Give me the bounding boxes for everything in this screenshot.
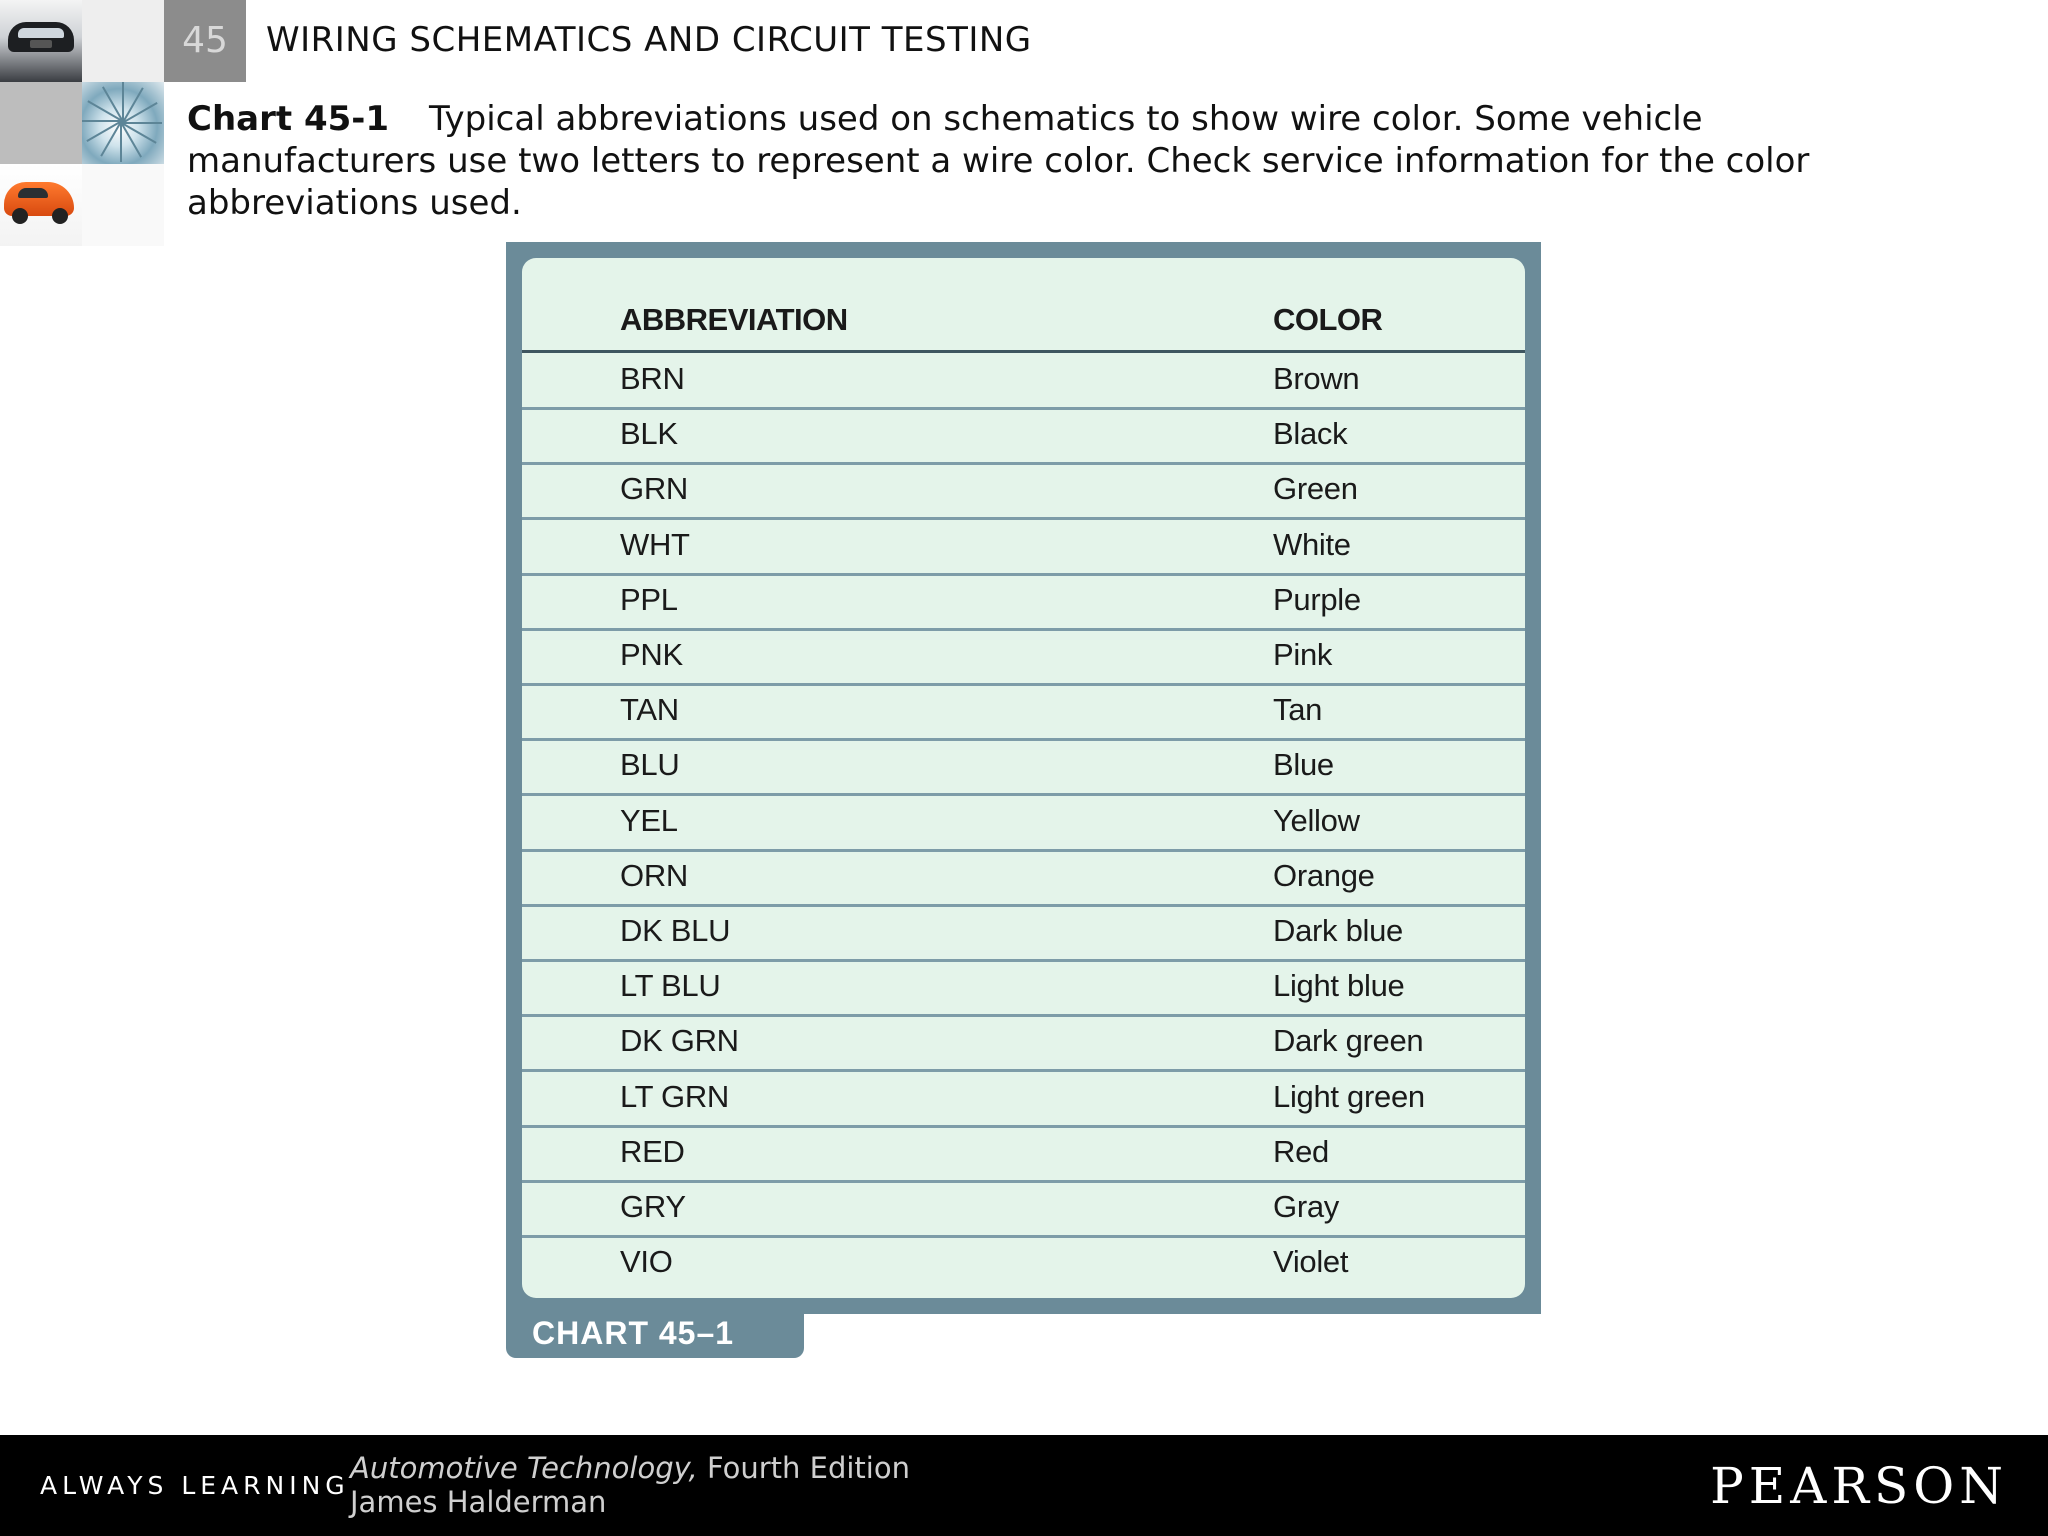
color-cell: Yellow (1273, 802, 1360, 838)
sports-car-photo-tile (0, 164, 82, 246)
color-cell: Violet (1273, 1244, 1349, 1280)
table-row (522, 797, 1525, 852)
abbreviation-cell: BLU (620, 747, 680, 783)
color-cell: Green (1273, 471, 1358, 507)
chapter-title: WIRING SCHEMATICS AND CIRCUIT TESTING (266, 20, 1032, 60)
caption-text: Typical abbreviations used on schematics to show wire color. Some vehicle manufacturers use two letters to represent a wire color. Check service information for the color abbreviations used. (187, 99, 1810, 223)
abbreviation-cell: YEL (620, 802, 678, 838)
table-row (522, 1073, 1525, 1128)
table-row (522, 852, 1525, 907)
table-row (522, 355, 1525, 410)
book-title: Automotive Technology, (350, 1451, 698, 1485)
color-cell: Black (1273, 416, 1348, 452)
table-row (522, 1183, 1525, 1238)
column-header-color: COLOR (1273, 302, 1383, 337)
tagline: ALWAYS LEARNING (40, 1471, 350, 1500)
abbreviation-cell: VIO (620, 1244, 673, 1280)
table-row (522, 1238, 1525, 1293)
abbreviation-cell: LT GRN (620, 1078, 730, 1114)
color-cell: Orange (1273, 857, 1375, 893)
color-cell: Red (1273, 1133, 1329, 1169)
abbreviation-cell: PNK (620, 637, 683, 672)
table-row (522, 962, 1525, 1017)
color-cell: White (1273, 526, 1351, 562)
abbreviation-cell: BLK (620, 416, 678, 452)
turbine-photo-tile (82, 82, 164, 164)
table-row (522, 465, 1525, 520)
wire-color-chart (506, 242, 1541, 1314)
abbreviation-cell: BRN (620, 361, 685, 396)
abbreviation-cell: GRN (620, 471, 688, 507)
table-row (522, 576, 1525, 631)
color-cell: Purple (1273, 581, 1361, 617)
caption-label: Chart 45-1 (187, 99, 390, 139)
table-row (522, 521, 1525, 576)
abbreviation-cell: ORN (620, 857, 688, 893)
abbreviation-cell: RED (620, 1133, 685, 1169)
abbreviation-cell: TAN (620, 692, 679, 728)
table-row (522, 1017, 1525, 1072)
footer-bar (0, 1435, 2048, 1536)
table-row (522, 1128, 1525, 1183)
abbreviation-cell: DK BLU (620, 913, 731, 948)
abbreviation-cell: GRY (620, 1189, 686, 1224)
chapter-number: 45 (164, 0, 246, 82)
color-cell: Pink (1273, 637, 1333, 672)
table-row (522, 741, 1525, 796)
book-credit (350, 1451, 910, 1519)
header-rule (522, 350, 1525, 353)
table-row (522, 410, 1525, 465)
chart-panel (522, 258, 1525, 1298)
color-cell: Gray (1273, 1189, 1339, 1224)
color-cell: Light green (1273, 1078, 1425, 1114)
chart-caption (187, 98, 1867, 224)
column-header-abbreviation: ABBREVIATION (620, 302, 848, 337)
abbreviation-cell: WHT (620, 526, 690, 562)
color-cell: Brown (1273, 361, 1360, 396)
color-cell: Dark green (1273, 1023, 1424, 1059)
color-cell: Blue (1273, 747, 1334, 783)
abbreviation-cell: LT BLU (620, 968, 721, 1004)
abbreviation-cell: PPL (620, 581, 678, 617)
color-cell: Tan (1273, 692, 1323, 728)
table-row (522, 631, 1525, 686)
abbreviation-cell: DK GRN (620, 1023, 739, 1059)
color-cell: Light blue (1273, 968, 1405, 1004)
color-cell: Dark blue (1273, 913, 1403, 948)
blank-tile (82, 0, 164, 82)
car-photo-tile (0, 0, 82, 82)
publisher-logo: PEARSON (1710, 1457, 2008, 1515)
book-edition: Fourth Edition (706, 1451, 910, 1485)
book-author: James Halderman (350, 1485, 607, 1519)
table-row (522, 686, 1525, 741)
blank-tile (82, 164, 164, 246)
table-row (522, 907, 1525, 962)
blank-tile (0, 82, 82, 164)
chart-tab-label: CHART 45–1 (506, 1312, 804, 1358)
